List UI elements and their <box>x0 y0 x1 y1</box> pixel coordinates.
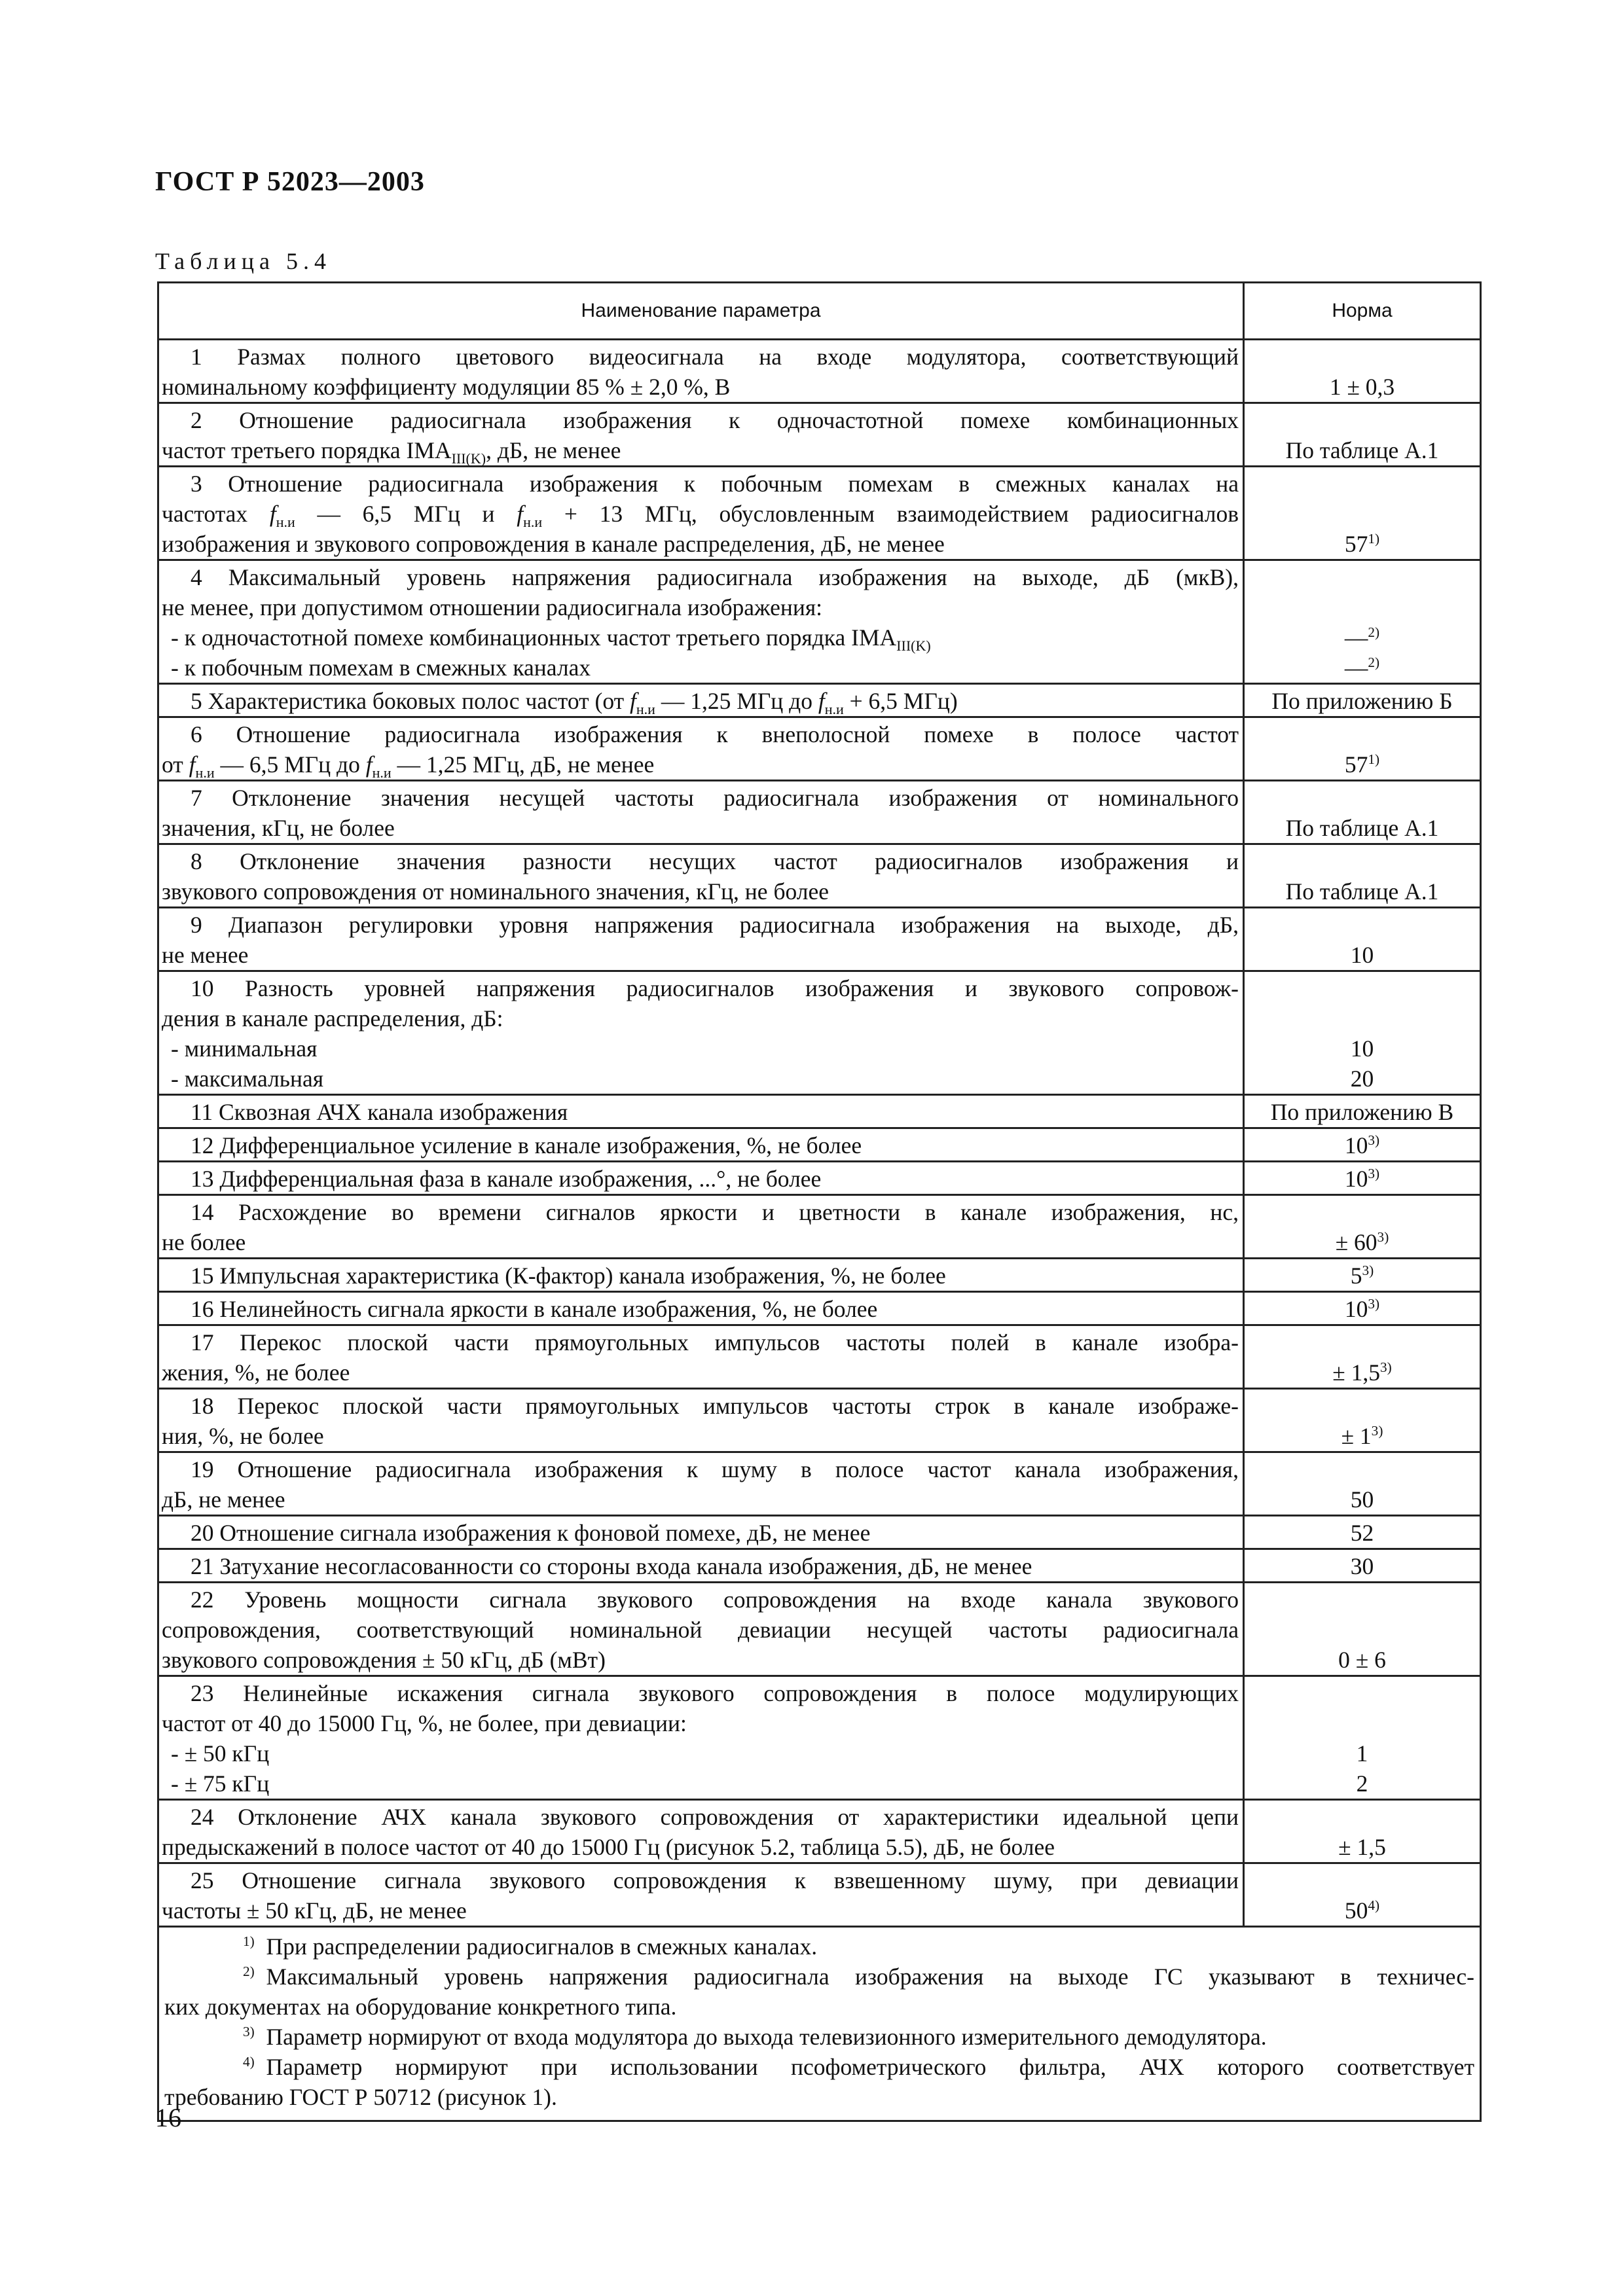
parameter-cell <box>158 908 1244 971</box>
table-row <box>158 1452 1481 1516</box>
parameter-cell <box>158 560 1244 684</box>
parameter-line: 7 Отклонение значения несущей частоты радиосигнала изображения от номинального <box>191 785 1239 811</box>
norm-value: 5$^{3)}$ <box>1350 1263 1374 1289</box>
norm-value: ± $1^{3)}$ <box>1341 1423 1383 1449</box>
norm-cell <box>1244 1583 1481 1676</box>
parameter-line: 23 Нелинейные искажения сигнала звукового сопровождения в полосе модулирующих <box>191 1680 1239 1706</box>
page-number: 16 <box>155 2103 181 2132</box>
parameter-line: - к одночастотной помехе комбинационных частот третьего порядка $IMA_{III(K)}$ <box>171 624 931 655</box>
parameter-cell <box>158 467 1244 560</box>
norm-cell <box>1244 1162 1481 1195</box>
parameter-line: дБ, не менее <box>162 1486 285 1513</box>
parameter-line: 21 Затухание несогласованности со стороны входа канала изображения, дБ, не менее <box>191 1553 1032 1579</box>
norm-value: ± 1,5 <box>1338 1834 1386 1860</box>
parameter-line: - к побочным помехам в смежных каналах <box>171 655 591 681</box>
parameter-line: дения в канале распределения, дБ: <box>162 1005 503 1031</box>
norm-value: —$^{2)}$ <box>1344 624 1380 651</box>
table-row <box>158 560 1481 684</box>
table-row <box>158 467 1481 560</box>
footnote-line: $^{2)}$ Максимальный уровень напряжения радиосигнала изображения на выходе ГС указывают в техничес- <box>243 1964 1474 1990</box>
norm-cell <box>1244 684 1481 717</box>
parameter-line: 20 Отношение сигнала изображения к фоновой помехе, дБ, не менее <box>191 1520 871 1546</box>
norm-cell <box>1244 1095 1481 1128</box>
parameter-line: 3 Отношение радиосигнала изображения к побочным помехам в смежных каналах на <box>191 471 1239 497</box>
norm-value: 50 <box>1350 1486 1374 1513</box>
parameter-cell <box>158 1292 1244 1325</box>
parameter-cell <box>158 1516 1244 1549</box>
parameter-line: частот третьего порядка $IMA_{III(K)}$, дБ, не менее <box>162 437 621 467</box>
norm-value: По приложению Б <box>1271 688 1453 714</box>
parameter-line: 24 Отклонение АЧХ канала звукового сопровождения от характеристики идеальной цепи <box>191 1804 1239 1830</box>
parameter-line: сопровождения, соответствующий номинальной девиации несущей частоты радиосигнала <box>162 1617 1239 1643</box>
parameter-line: 1 Размах полного цветового видеосигнала на входе модулятора, соответствующий <box>191 344 1239 370</box>
parameter-cell <box>158 684 1244 717</box>
parameter-cell <box>158 1452 1244 1516</box>
table-row <box>158 1516 1481 1549</box>
table-row <box>158 717 1481 781</box>
table-row <box>158 1800 1481 1863</box>
parameter-line: 12 Дифференциальное усиление в канале изображения, %, не более <box>191 1132 862 1158</box>
footnote-line: $^{1)}$ При распределении радиосигналов в смежных каналах. <box>243 1933 818 1960</box>
norm-cell <box>1244 1292 1481 1325</box>
parameter-line: 2 Отношение радиосигнала изображения к одночастотной помехе комбинационных <box>191 407 1239 433</box>
parameter-line: 13 Дифференциальная фаза в канале изображения, ...°, не более <box>191 1166 822 1192</box>
parameter-cell <box>158 1676 1244 1800</box>
parameter-line: значения, кГц, не более <box>162 815 395 841</box>
norm-value: 10$^{3)}$ <box>1344 1296 1380 1322</box>
parameter-cell <box>158 403 1244 467</box>
table-row <box>158 844 1481 908</box>
norm-cell <box>1244 1676 1481 1800</box>
table-header-row <box>158 283 1481 340</box>
parameter-line: - ± 50 кГц <box>171 1740 270 1767</box>
norm-value: 2 <box>1356 1770 1368 1797</box>
norm-cell <box>1244 1195 1481 1259</box>
norm-cell <box>1244 1549 1481 1583</box>
norm-value: —$^{2)}$ <box>1344 655 1380 681</box>
parameter-cell <box>158 1128 1244 1162</box>
parameter-line: частот от 40 до 15000 Гц, %, не более, при девиации: <box>162 1710 687 1736</box>
norm-cell <box>1244 340 1481 403</box>
parameter-cell <box>158 1389 1244 1452</box>
norm-value: 10$^{3)}$ <box>1344 1132 1380 1158</box>
norm-value: 57$^{1)}$ <box>1344 751 1380 778</box>
norm-cell <box>1244 844 1481 908</box>
table-row <box>158 1389 1481 1452</box>
norm-cell <box>1244 1259 1481 1292</box>
norm-cell <box>1244 467 1481 560</box>
norm-cell <box>1244 403 1481 467</box>
parameters-table <box>157 281 1482 2122</box>
parameter-line: 25 Отношение сигнала звукового сопровождения к взвешенному шуму, при девиации <box>191 1867 1239 1893</box>
norm-cell <box>1244 717 1481 781</box>
parameter-line: 14 Расхождение во времени сигналов яркости и цветности в канале изображения, нс, <box>191 1199 1239 1225</box>
parameter-line: - ± 75 кГц <box>171 1770 270 1797</box>
norm-cell <box>1244 1800 1481 1863</box>
norm-cell <box>1244 1128 1481 1162</box>
parameter-line: 18 Перекос плоской части прямоугольных импульсов частоты строк в канале изображе- <box>191 1393 1239 1419</box>
footnote-line: $^{3)}$ Параметр нормируют от входа модулятора до выхода телевизионного измерительного демодулятора. <box>243 2024 1267 2050</box>
parameter-cell <box>158 1549 1244 1583</box>
table-row <box>158 781 1481 844</box>
table-notes-row <box>158 1927 1481 2121</box>
parameter-line: частоты ± 50 кГц, дБ, не менее <box>162 1897 467 1924</box>
parameter-line: от $f_{н.и}$ — 6,5 МГц до $f_{н.и}$ — 1,25 МГц, дБ, не менее <box>162 751 655 781</box>
norm-cell <box>1244 1863 1481 1927</box>
norm-value: 10 <box>1350 942 1374 968</box>
parameter-line: изображения и звукового сопровождения в канале распределения, дБ, не менее <box>162 531 945 557</box>
parameter-line: 19 Отношение радиосигнала изображения к шуму в полосе частот канала изображения, <box>191 1456 1239 1482</box>
norm-cell <box>1244 908 1481 971</box>
table-row <box>158 1676 1481 1800</box>
norm-value: По таблице А.1 <box>1285 815 1439 841</box>
parameter-line: 11 Сквозная АЧХ канала изображения <box>191 1099 568 1125</box>
norm-cell <box>1244 1516 1481 1549</box>
table-body <box>158 340 1481 1927</box>
document-id: ГОСТ Р 52023—2003 <box>155 167 425 197</box>
norm-value: 10 <box>1350 1035 1374 1062</box>
column-header-norm: Норма <box>1244 283 1481 340</box>
parameter-cell <box>158 1095 1244 1128</box>
parameter-line: звукового сопровождения от номинального значения, кГц, не более <box>162 878 830 905</box>
norm-cell <box>1244 781 1481 844</box>
table-row <box>158 1325 1481 1389</box>
norm-cell <box>1244 1325 1481 1389</box>
parameter-line: 9 Диапазон регулировки уровня напряжения радиосигнала изображения на выходе, дБ, <box>191 912 1239 938</box>
table-row <box>158 1128 1481 1162</box>
parameter-line: номинальному коэффициенту модуляции 85 % ± 2,0 %, В <box>162 374 731 400</box>
norm-value: По таблице А.1 <box>1285 437 1439 463</box>
table-row <box>158 684 1481 717</box>
norm-value: 52 <box>1350 1520 1374 1546</box>
footnote-line: $^{4)}$ Параметр нормируют при использовании псофометрического фильтра, АЧХ которого соответствует <box>243 2054 1474 2080</box>
parameter-line: 8 Отклонение значения разности несущих частот радиосигналов изображения и <box>191 848 1239 874</box>
parameter-line: 6 Отношение радиосигнала изображения к внеполосной помехе в полосе частот <box>191 721 1239 747</box>
parameter-line: 17 Перекос плоской части прямоугольных импульсов частоты полей в канале изобра- <box>191 1329 1239 1355</box>
norm-value: 30 <box>1350 1553 1374 1579</box>
table-caption: Таблица 5.4 <box>155 248 331 274</box>
footnote-line: требованию ГОСТ Р 50712 (рисунок 1). <box>164 2084 557 2110</box>
parameter-line: ния, %, не более <box>162 1423 324 1449</box>
table-notes <box>158 1927 1481 2121</box>
parameter-line: 10 Разность уровней напряжения радиосигналов изображения и звукового сопровож- <box>191 975 1239 1001</box>
parameter-cell <box>158 340 1244 403</box>
norm-value: 1 <box>1356 1740 1368 1767</box>
parameter-line: - максимальная <box>171 1066 324 1092</box>
parameter-line: не менее, при допустимом отношении радиосигнала изображения: <box>162 594 823 620</box>
parameter-cell <box>158 781 1244 844</box>
norm-value: ± $1,5^{3)}$ <box>1332 1359 1392 1386</box>
parameter-line: частотах $f_{н.и}$ — 6,5 МГц и $f_{н.и} + 13$ МГц, обусловленным взаимодействием радиосигналов <box>162 501 1239 531</box>
parameter-line: звукового сопровождения ± 50 кГц, дБ (мВт) <box>162 1647 606 1673</box>
norm-value: ± $60^{3)}$ <box>1335 1229 1389 1255</box>
table-row <box>158 1095 1481 1128</box>
table-row <box>158 908 1481 971</box>
table-row <box>158 340 1481 403</box>
norm-value: 0 ± 6 <box>1338 1647 1386 1673</box>
table-row <box>158 1292 1481 1325</box>
norm-value: 10$^{3)}$ <box>1344 1166 1380 1192</box>
parameter-line: 15 Импульсная характеристика (К-фактор) канала изображения, %, не более <box>191 1263 946 1289</box>
norm-cell <box>1244 1452 1481 1516</box>
parameter-line: - минимальная <box>171 1035 318 1062</box>
norm-cell <box>1244 560 1481 684</box>
table-row <box>158 403 1481 467</box>
parameter-line: не менее <box>162 942 249 968</box>
parameter-cell <box>158 1259 1244 1292</box>
parameter-cell <box>158 717 1244 781</box>
parameter-cell <box>158 1325 1244 1389</box>
parameter-cell <box>158 1195 1244 1259</box>
norm-value: По приложению В <box>1270 1099 1454 1125</box>
table-row <box>158 1863 1481 1927</box>
norm-cell <box>1244 971 1481 1095</box>
norm-value: 1 ± 0,3 <box>1329 374 1395 400</box>
table-row <box>158 1583 1481 1676</box>
parameter-line: 4 Максимальный уровень напряжения радиосигнала изображения на выходе, дБ (мкВ), <box>191 564 1239 590</box>
parameter-line: жения, %, не более <box>162 1359 350 1386</box>
parameter-cell <box>158 844 1244 908</box>
parameter-cell <box>158 1800 1244 1863</box>
table-row <box>158 1195 1481 1259</box>
norm-value: По таблице А.1 <box>1285 878 1439 905</box>
norm-value: 20 <box>1350 1066 1374 1092</box>
footnote-line: ких документах на оборудование конкретного типа. <box>164 1994 677 2020</box>
table-row <box>158 971 1481 1095</box>
table-row <box>158 1162 1481 1195</box>
column-header-parameter: Наименование параметра <box>158 283 1244 340</box>
norm-value: 57$^{1)}$ <box>1344 531 1380 557</box>
parameter-cell <box>158 1162 1244 1195</box>
parameter-cell <box>158 1583 1244 1676</box>
table-row <box>158 1549 1481 1583</box>
parameter-line: 5 Характеристика боковых полос частот (от $f_{н.и}$ — 1,25 МГц до $f_{н.и} + 6,5$ МГц) <box>191 688 958 718</box>
norm-cell <box>1244 1389 1481 1452</box>
parameter-line: 16 Нелинейность сигнала яркости в канале изображения, %, не более <box>191 1296 878 1322</box>
parameter-line: предыскажений в полосе частот от 40 до 15000 Гц (рисунок 5.2, таблица 5.5), дБ, не более <box>162 1834 1055 1860</box>
parameter-line: 22 Уровень мощности сигнала звукового сопровождения на входе канала звукового <box>191 1587 1239 1613</box>
parameter-line: не более <box>162 1229 246 1255</box>
parameter-cell <box>158 1863 1244 1927</box>
norm-value: 50$^{4)}$ <box>1344 1897 1380 1924</box>
parameter-cell <box>158 971 1244 1095</box>
table-row <box>158 1259 1481 1292</box>
